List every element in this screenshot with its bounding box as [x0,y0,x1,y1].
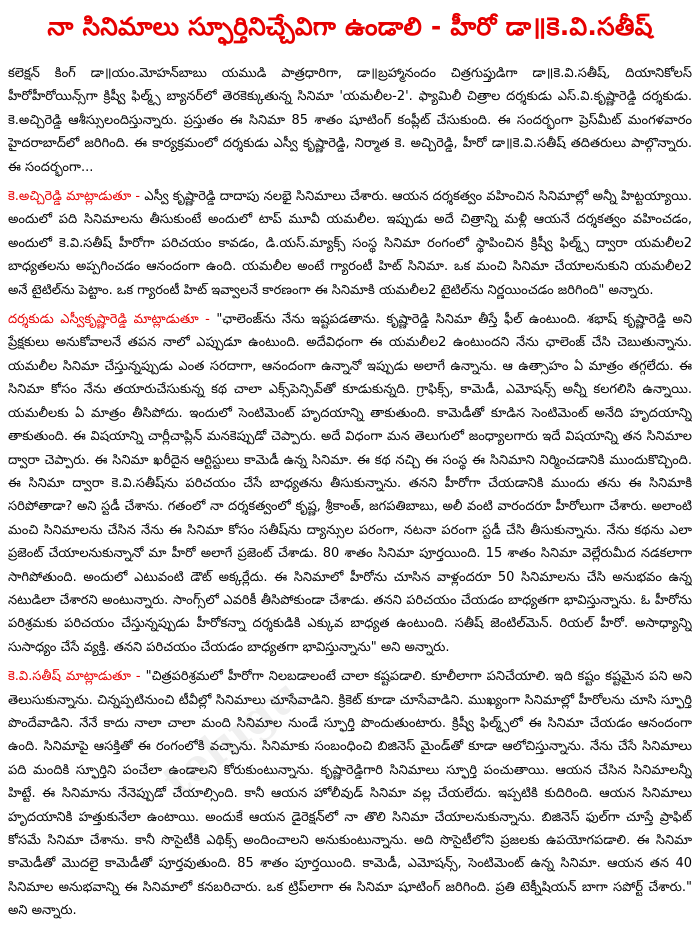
paragraph-text: ఎస్వీ కృష్ణారెడ్డి దాదాపు నలభై సినిమాలు చేశారు. ఆయన దర్శకత్వం వహించిన సినిమాల్లో అన్నీ హిట్టయ్యాయి. అందులో పది సినిమాలను తీసుకుంటే అందులో టాప్ మూవీ యమలీల. ఇప్పుడు అదే చిత్రాన్ని మళ్లీ ఆయనే దర్శకత్వం వహించడం, అందులో కె.వి.సతీష్ హీరోగా పరిచయం కావడం, డి.యస్.మ్యాక్స్ సంస్థ సినిమా రంగంలో స్థాపించిన క్రిష్వీ ఫిల్మ్స్ ద్వారా యమలీల2 బాధ్యతలను అప్పగించడం ఆనందంగా ఉంది. యమలీల అంటే గ్యారంటీ హిట్ సినిమా. ఒక మంచి సినిమా చేయాలనుకుని యమలీల2 అనే టైటిల్‌ను పెట్టాం. ఒక గ్యారంటీ హిట్ ఇవ్వాలనే కారణంగా ఈ సినిమాకి యమలీల2 టైటిల్‌ను నిర్ణయించడం జరిగింది" అన్నారు. [8,189,692,298]
speaker-label: కె.వి.సతీష్ మాట్లాడుతూ - [8,669,141,685]
paragraph-text: "ఛాలెంజ్‌ను నేను ఇష్టపడతాను. కృష్ణారెడ్డి సినిమా తీస్తే ఫీల్ ఉంటుంది. శభాష్ కృష్ణారెడ్డి అని ప్రేక్షకులు అనుకోవాలనే తపన నాలో ఎప్పుడూ ఉంటుంది. అదేవిధంగా ఈ యమలీల2 ఉంటుందని నేను ఛాలెంజ్ చేసి చెబుతున్నాను. యమలీల సినిమా చేస్తున్నప్పుడు ఎంత సరదాగా, ఆనందంగా ఉన్నానో ఇప్పుడు అలాగే ఉన్నాను. ఆ ఉత్సాహం ఏ మాత్రం తగ్గలేదు. ఈ సినిమా కోసం నేను తయారుచేసుకున్న కథ చాలా ఎక్స్‌పెన్సివ్‌తో కూడుకున్నది. గ్రాఫిక్స్, కామెడీ, ఎమోషన్స్ అన్నీ కలగలిసి ఉన్నాయి. యమలీలకు ఏ మాత్రం తీసిపోదు. ఇందులో సెంటిమెంట్ హృదయాన్ని తాకుతుంది. కామెడీతో కూడిన సెంటిమెంట్ అనేది హృదయాన్ని తాకుతుంది. ఈ విషయాన్ని చార్లీచాప్లిన్ మనకెప్పుడో చెప్పారు. అదే విధంగా మన తెలుగులో జంధ్యాలగారు ఇదే విషయాన్ని తన సినిమాల ద్వారా చెప్పారు. ఈ సినిమా ఖరీదైన ఆర్టిస్టులు కామెడీ ఉన్న సినిమా. ఈ కథ నచ్చి ఈ సంస్థ ఈ సినిమాని నిర్మించడానికి ముందుకొచ్చింది. ఈ సినిమా ద్వారా కె.వి.సతీష్‌ను పరిచయం చేసే బాధ్యతను తీసుకున్నాను. తనని హీరోగా చేయడానికి ముందు తను ఈ సినిమాకి సరిపోతాడా? అని స్టడీ చేశాను. గతంలో నా దర్శకత్వంలో కృష్ణ, శ్రీకాంత్, జగపతిబాబు, అలీ వంటి వారందరూ హీరోలుగా చేశారు. అలాంటి మంచి సినిమాలను చేసిన నేను ఈ సినిమా కోసం సతీష్‌ను ద్యాన్సుల పరంగా, నటనా పరంగా స్టడీ చేసి తీసుకున్నాను. నేను కథను ఎలా ప్రజెంట్ చేయాలనుకున్నానో మా హీరో అలాగే ప్రజెంట్ చేశాడు. 80 శాతం సినిమా పూర్తయింది. 15 శాతం సినిమా వెల్లేరుమీద నడకలాగా సాగిపోతుంది. అందులో ఎటువంటి డౌట్ అక్కర్లేదు. ఈ సినిమాలో హీరోను చూసిన వాళ్లందరూ 50 సినిమాలను చేసి అనుభవం ఉన్న నటుడిలా చేశారని అంటున్నారు. సాంగ్స్‌లో ఎవరికీ తీసిపోకుండా చేశాడు. తనని పరిచయం చేయడం బాధ్యతగా భావిస్తున్నాను. ఓ హీరోను పరిశ్రమకు పరిచయం చేస్తున్నప్పుడు హీరోకన్నా దర్శకుడికి ఎక్కువ బాధ్యత ఉంటుంది. సతీష్ జెంటిల్‌మెన్. రియల్ హీరో. అసాధ్యాన్ని సుసాధ్యం చేసే వ్యక్తి. తనని పరిచయం చేయడం బాధ్యతగా భావిస్తున్నాను" అని అన్నారు. [8,312,692,655]
speaker-label: దర్శకుడు ఎస్వీకృష్ణారెడ్డి మాట్లాడుతూ - [8,312,210,328]
watermark: telugu [153,668,311,808]
speaker-label: కె.అచ్చిరెడ్డి మాట్లాడుతూ - [8,189,141,205]
article-paragraph-achireddy [8,185,692,302]
article-paragraph-intro [8,62,692,179]
paragraph-text: "చిత్రపరిశ్రమలో హీరోగా నిలబడాలంటే చాలా కష్టపడాలి. కూలీలాగా పనిచేయాలి. ఇది కష్టం కష్టమైన పని అని తెలుసుకున్నాను. చిన్నప్పటినుంచి టీవీల్లో సినిమాలు చూసేవాడిని. క్రికెట్ కూడా చూసేవాడిని. ముఖ్యంగా సినిమాల్లో హీరోలను చూసి స్ఫూర్తి పొందేవాడిని. నేనే కాదు నాలా చాలా మంది సినిమాల నుండే స్ఫూర్తి పొందుతుంటారు. క్రిష్వీ ఫిల్మ్స్‌లో ఈ సినిమా చేయడం ఆనందంగా ఉంది. సినిమాపై ఆసక్తితో ఈ రంగంలోకి వచ్చాను. సినిమాకు సంబంధించి బిజినెస్ మైండ్‌తో కూడా ఆలోచిస్తున్నాను. నేను చేసే సినిమాలు పది మందికి స్ఫూర్తిని పంచేలా ఉండాలని కోరుకుంటున్నాను. కృష్ణారెడ్డిగారి సినిమాలు స్ఫూర్తి పంచుతాయి. ఆయన చేసిన సినిమాలన్నీ హిట్టే. ఈ సినిమాను నేనెప్పుడో చేయాల్సింది. కానీ ఆయన హోలీవుడ్ సినిమా వల్ల చేయలేదు. ఇప్పటికి కుదిరింది. ఆయన సినిమాలు హృదయానికి హత్తుకునేలా ఉంటాయి. అందుకే ఆయన డైరెక్షన్‌లో నా తొలి సినిమా చేయాలనుకున్నాను. బిజినెస్ ఫుల్‌గా చూస్తే ప్రాఫిట్ కోసమే సినిమా చేశాను. కానీ సొసైటీకి ఎథిక్స్ అందించాలని అనుకుంటున్నాను. అది సొసైటీలోని ప్రజలకు ఉపయోగపడాలి. ఈ సినిమా కామెడీతో మొదలై కామెడీతో పూర్తవుతుంది. 85 శాతం పూర్తయింది. కామెడీ, ఎమోషన్స్, సెంటిమెంట్ ఉన్న సినిమా. ఆయన తన 40 సినిమాల అనుభవాన్ని ఈ సినిమాలో కనబరిచారు. ఒక ట్రిప్‌లాగా ఈ సినిమా షూటింగ్ జరిగింది. ప్రతి టెక్నీషియన్ బాగా సపోర్ట్ చేశారు." అని అన్నారు. [8,669,692,919]
paragraph-text: కలెక్షన్ కింగ్ డా॥యం.మోహన్‌బాబు యముడి పాత్రధారిగా, డా॥బ్రహ్మానందం చిత్రగుప్తుడిగా డా॥కె.వి.సతీష్, దియానికోలస్ హీరోహీరోయిన్స్‌గా క్రిష్వీ ఫిల్మ్స్ బ్యానర్‌లో తెరకెక్కుతున్న సినిమా 'యమలీల-2'. ఫ్యామిలీ చిత్రాల దర్శకుడు ఎస్.వి.కృష్ణారెడ్డి దర్శకుడు. కె.అచ్చిరెడ్డి ఆశీస్సులందిస్తున్నారు. ప్రస్తుతం ఈ సినిమా 85 శాతం షూటింగ్ కంప్లీట్ చేసుకుంది. ఈ సందర్భంగా ప్రెస్‌మీట్ మంగళవారం హైదరాబాద్‌లో జరిగింది. ఈ కార్యక్రమంలో దర్శకుడు ఎస్వీ కృష్ణారెడ్డి, నిర్మాత కె. అచ్చిరెడ్డి, హీరో డా॥కె.వి.సతీష్ తదితరులు పాల్గొన్నారు. ఈ సందర్భంగా... [8,66,692,175]
article-paragraph-director [8,308,692,659]
article-body [8,62,692,930]
article-paragraph-hero [8,665,692,922]
article-headline: నా సినిమాలు స్ఫూర్తినిచ్చేవిగా ఉండాలి - హీరో డా॥కె.వి.సతీష్ [47,12,653,41]
